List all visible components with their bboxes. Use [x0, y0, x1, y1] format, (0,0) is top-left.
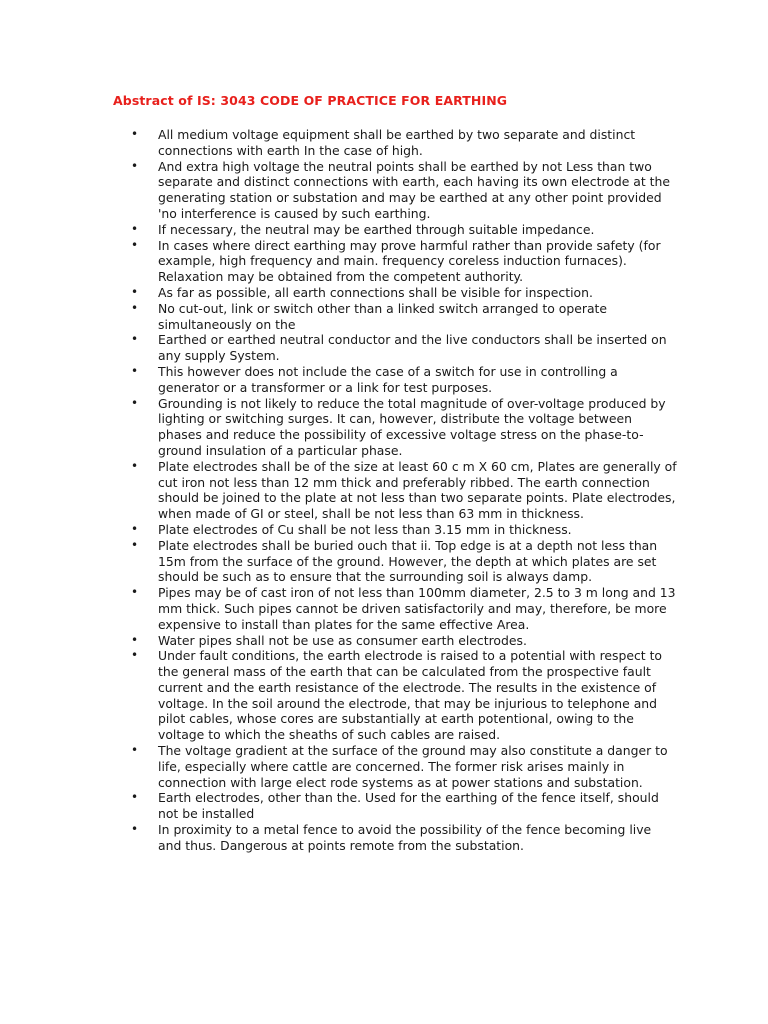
bullet-icon: • — [131, 300, 139, 315]
bullet-icon: • — [131, 521, 139, 536]
bullet-icon: • — [131, 632, 139, 647]
list-item — [0, 285, 678, 301]
bullet-icon: • — [131, 221, 139, 236]
bullet-icon: • — [131, 127, 139, 141]
list-item — [0, 159, 678, 222]
list-item-text: Grounding is not likely to reduce the total magnitude of over-voltage produced by lighting or switching surges. It can, however, distribute the voltage between phases and reduce the possibility of excessive voltage stress on the phase-to-ground insulation of a particular phase. — [158, 395, 666, 458]
list-item-text: And extra high voltage the neutral points shall be earthed by not Less than two separate and distinct connections with earth, each having its own electrode at the generating station or substation and may be earthed at any other point provided 'no interference is caused by such earthing. — [158, 158, 671, 221]
bullet-icon: • — [131, 648, 139, 663]
bullet-icon: • — [131, 395, 139, 410]
list-item-text: Earth electrodes, other than the. Used for the earthing of the fence itself, should not be installed — [158, 790, 659, 822]
list-item — [0, 538, 678, 585]
list-item-text: This however does not include the case of a switch for use in controlling a generator or a transformer or a link for test purposes. — [158, 363, 618, 395]
list-item — [0, 238, 678, 285]
list-item — [0, 633, 678, 649]
list-item-text: Earthed or earthed neutral conductor and the live conductors shall be inserted on any supply System. — [158, 332, 667, 364]
bullet-icon: • — [131, 363, 139, 378]
bullet-icon: • — [131, 237, 139, 252]
bullet-icon: • — [131, 332, 139, 347]
bullet-icon: • — [131, 458, 139, 473]
list-item — [0, 822, 678, 854]
list-item — [0, 396, 678, 459]
bullet-icon: • — [131, 284, 139, 299]
list-item — [0, 743, 678, 790]
list-item — [0, 522, 678, 538]
document-title: Abstract of IS: 3043 CODE OF PRACTICE FOR EARTHING — [113, 93, 508, 108]
bullet-icon: • — [131, 790, 139, 805]
list-item-text: In proximity to a metal fence to avoid the possibility of the fence becoming live and thus. Dangerous at points remote from the substation. — [158, 822, 652, 853]
list-item — [0, 222, 678, 238]
bullet-icon: • — [131, 822, 139, 837]
list-item — [0, 585, 678, 632]
list-item-text: Pipes may be of cast iron of not less than 100mm diameter, 2.5 to 3 m long and 13 mm thick. Such pipes cannot be driven satisfactorily and may, therefore, be more expensive to install than plates for the same effective Area. — [158, 585, 676, 632]
list-item — [0, 459, 678, 522]
list-item — [0, 364, 678, 396]
bullet-list — [0, 127, 678, 854]
list-item-text: In cases where direct earthing may prove harmful rather than provide safety (for example, high frequency and main. frequency coreless induction furnaces). Relaxation may be obtained from the competent authority. — [158, 237, 661, 285]
list-item-text: Plate electrodes shall be of the size at least 60 c m X 60 cm, Plates are generally of cut iron not less than 12 mm thick and preferably ribbed. The earth connection should be joined to the plate at not less than two separate points. Plate electrodes, when made of GI or steel, shall be not less than 63 mm in thickness. — [158, 458, 677, 522]
bullet-icon: • — [131, 158, 139, 173]
list-item — [0, 648, 678, 743]
list-item-text: Plate electrodes shall be buried ouch that ii. Top edge is at a depth not less than 15m from the surface of the ground. However, the depth at which plates are set should be such as to ensure that the surrounding soil is always damp. — [158, 537, 658, 585]
list-item-text: As far as possible, all earth connections shall be visible for inspection. — [158, 284, 593, 300]
bullet-icon: • — [131, 585, 139, 600]
list-item — [0, 332, 678, 364]
list-item — [0, 790, 678, 822]
list-item-text: Plate electrodes of Cu shall be not less than 3.15 mm in thickness. — [158, 521, 572, 537]
list-item-text: The voltage gradient at the surface of the ground may also constitute a danger to life, especially where cattle are concerned. The former risk arises mainly in connection with large elect rode systems as at power stations and substation. — [158, 743, 668, 790]
list-item — [0, 127, 678, 159]
list-item-text: Under fault conditions, the earth electrode is raised to a potential with respect to the general mass of the earth that can be calculated from the prospective fault current and the earth resistance of the electrode. The results in the existence of voltage. In the soil around the electrode, that may be injurious to telephone and pilot cables, whose cores are substantially at earth potentional, owing to the voltage to which the sheaths of such cables are raised. — [158, 648, 663, 743]
list-item-text: No cut-out, link or switch other than a linked switch arranged to operate simultaneously on the — [158, 300, 608, 332]
list-item-text: If necessary, the neutral may be earthed through suitable impedance. — [158, 221, 595, 237]
list-item — [0, 301, 678, 333]
bullet-icon: • — [131, 537, 139, 552]
bullet-icon: • — [131, 743, 139, 758]
list-item-text: All medium voltage equipment shall be earthed by two separate and distinct connections with earth In the case of high. — [158, 127, 636, 158]
list-item-text: Water pipes shall not be use as consumer earth electrodes. — [158, 632, 527, 648]
